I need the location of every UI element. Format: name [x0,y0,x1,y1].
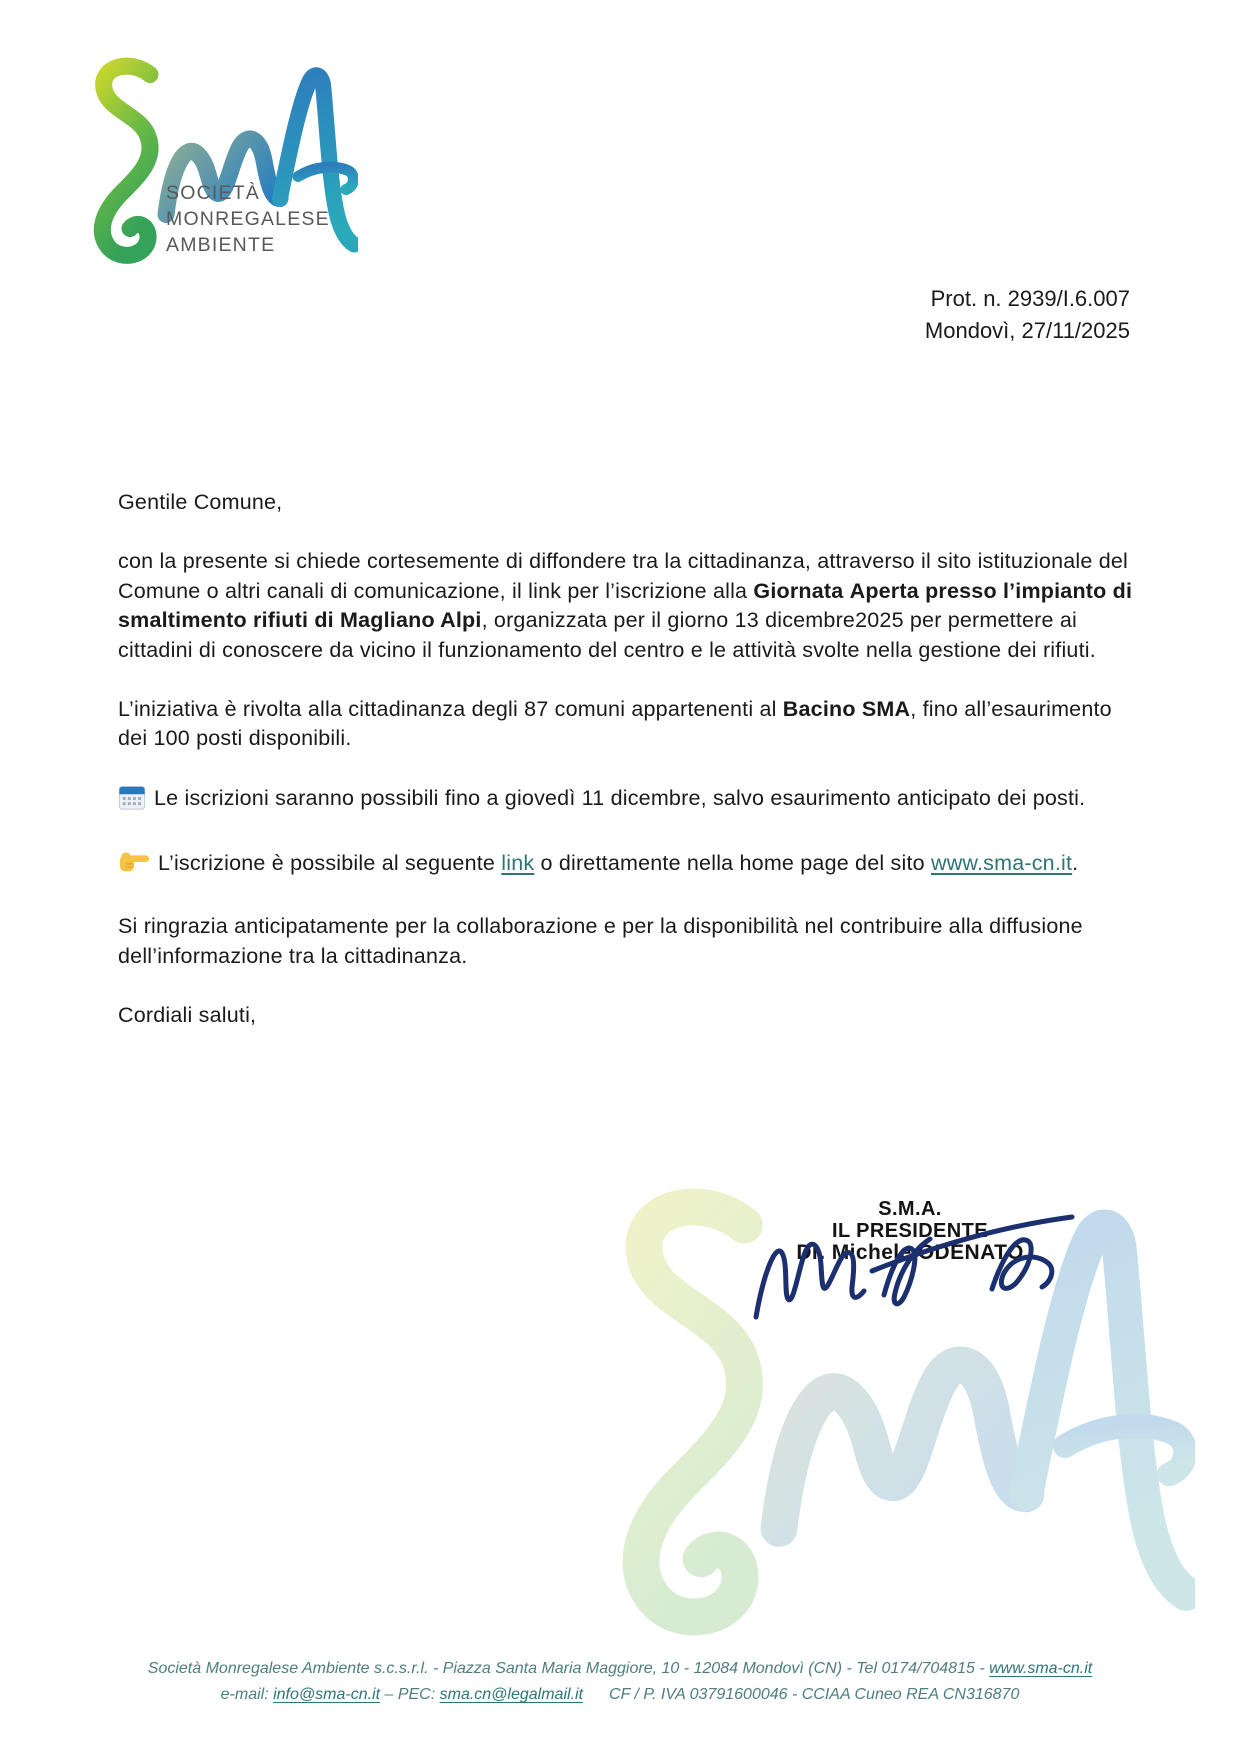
logo-wordmark-line: AMBIENTE [166,234,276,256]
logo-wordmark-line: MONREGALESE [166,208,330,230]
footer-text: – PEC: [380,1686,440,1703]
sma-logo [58,50,358,265]
website-link[interactable]: www.sma-cn.it [930,851,1073,875]
paragraph-text: , organizzata per il giorno [481,608,729,632]
footer-text: Società Monregalese Ambiente s.c.s.r.l. - Piazza Santa Maria Maggiore, 10 - 12084 Mondovì (CN) - Tel 0174/704815 - [147,1660,990,1677]
paragraph-text: . [1072,851,1079,875]
closing-text: Cordiali saluti, [118,1002,257,1027]
calendar-icon [118,783,146,820]
bacino-sma-bold: Bacino SMA [782,696,911,721]
paragraph-text: o direttamente nella home page del sito [534,851,925,875]
footer-website-link[interactable]: www.sma-cn.it [989,1660,1093,1677]
paragraph-text: centro e le attività svolte nella gestione dei rifiuti. [623,637,1096,662]
closing [118,1001,1135,1031]
paragraph-link [118,849,1135,883]
paragraph-text: L’iscrizione è possibile al seguente [158,851,502,875]
protocol-number: Prot. n. 2939/I.6.007 [930,286,1130,311]
paragraph-text: dei posti. [997,786,1086,810]
handwritten-signature [742,1205,1082,1345]
paragraph-text: all’esaurimento dei 100 posti disponibili. [118,696,1112,750]
place-date: Mondovì, 27/11/2025 [924,318,1130,343]
event-name-bold: Aperta presso l’impianto di smaltimento rifiuti di Magliano Alpi [118,578,1133,632]
footer-line-1 [80,1656,1160,1682]
paragraph-text: Le iscrizioni saranno possibili fino a giovedì 11 dicembre, salvo esaurimento anticipato [154,786,992,810]
footer-text: e-mail: [220,1686,274,1703]
footer-text: CF / P. IVA 03791600046 - CCIAA Cuneo REA CN316870 [609,1686,1020,1703]
signature-company: S.M.A. [878,1198,942,1220]
paragraph-text: , fino [910,696,959,721]
paragraph-iscrizioni [118,783,1135,820]
paragraph-text: diffusione dell’informazione tra la cittadinanza. [118,914,1083,968]
footer-pec-link[interactable]: sma.cn@legalmail.it [439,1686,584,1703]
paragraph-ringraziamento [118,912,1135,971]
logo-wordmark [166,180,330,258]
paragraph-text: 13 dicembre2025 per permettere ai cittadini di conoscere da vicino il funzionamento del [118,608,1078,662]
footer-email-link[interactable]: info@sma-cn.it [273,1686,381,1703]
registration-link[interactable]: link [501,851,535,875]
paragraph-text: Si ringrazia anticipatamente per la collaborazione e per la disponibilità nel contribuire alla [118,914,983,938]
protocol-block [925,283,1130,347]
paragraph-text: istituzionale del Comune o altri canali di comunicazione, il link per l’iscrizione alla [118,549,1128,603]
signature-name: Dr. Michele ODENATO [796,1241,1024,1264]
paragraph-iniziativa [118,695,1135,754]
pointing-right-icon [118,849,150,883]
paragraph-intro [118,547,1135,665]
signature-role: IL PRESIDENTE [832,1220,988,1242]
paragraph-text: L’iniziativa è rivolta alla cittadinanza degli 87 comuni appartenenti al [118,696,783,721]
letter-body [118,488,1135,1060]
salutation [118,488,1135,518]
paragraph-text: con la presente si chiede cortesemente di diffondere tra la cittadinanza, attraverso il sito [118,549,972,573]
salutation-text: Gentile Comune, [118,490,283,514]
event-name-bold: Giornata [753,578,844,603]
footer-line-2 [80,1682,1160,1708]
logo-wordmark-line: SOCIETÀ [166,182,260,204]
letterhead-footer [80,1656,1160,1708]
